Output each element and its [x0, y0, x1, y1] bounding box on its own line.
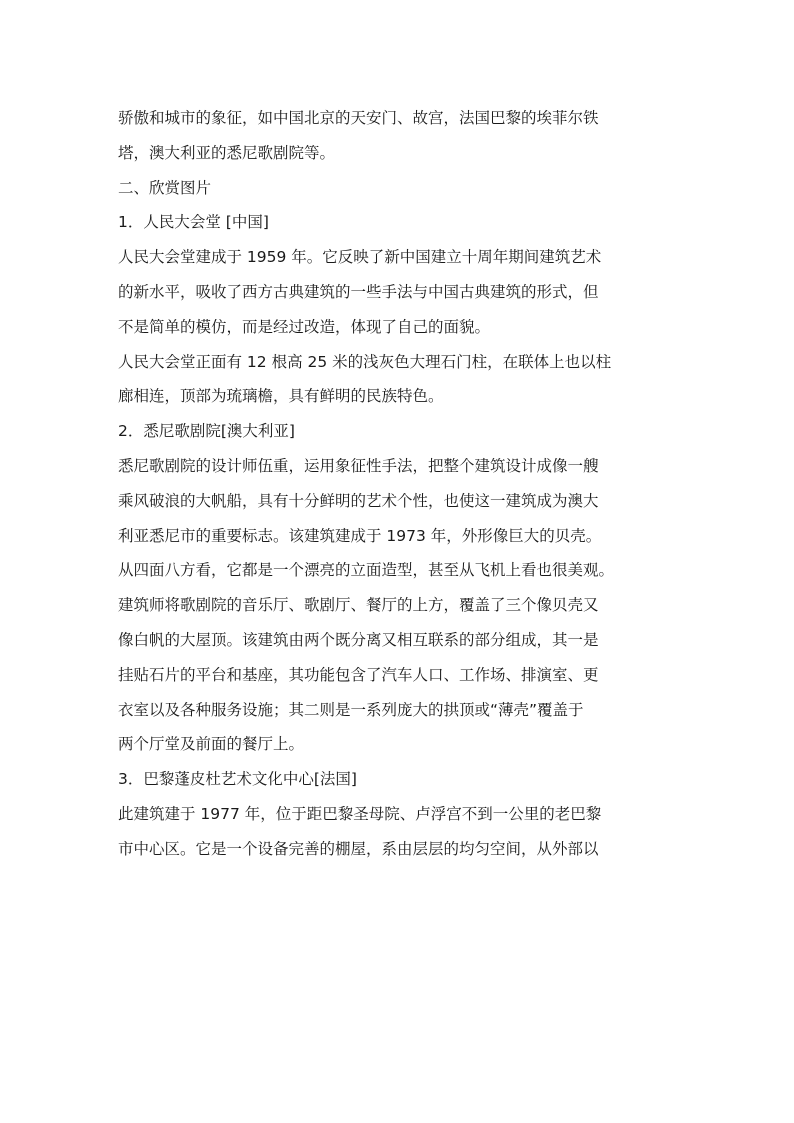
paragraph-line: 此建筑建于 1977 年，位于距巴黎圣母院、卢浮宫不到一公里的老巴黎 [118, 804, 602, 823]
paragraph-line: 骄傲和城市的象征，如中国北京的天安门、故宫，法国巴黎的埃菲尔铁 [118, 109, 599, 127]
item-heading-2: 2．悉尼歌剧院[澳大利亚] [118, 422, 295, 441]
paragraph-line: 廊相连，顶部为琉璃檐，具有鲜明的民族特色。 [118, 387, 444, 406]
paragraph-line: 的新水平，吸收了西方古典建筑的一些手法与中国古典建筑的形式，但 [118, 282, 599, 301]
paragraph-line: 乘风破浪的大帆船，具有十分鲜明的艺术个性，也使这一建筑成为澳大 [118, 491, 599, 510]
paragraph-line: 市中心区。它是一个设备完善的棚屋，系由层层的均匀空间，从外部以 [118, 839, 599, 858]
section-heading: 二、欣赏图片 [118, 178, 212, 197]
paragraph-line: 建筑师将歌剧院的音乐厅、歌剧厅、餐厅的上方，覆盖了三个像贝壳又 [118, 596, 599, 615]
paragraph-line: 像白帆的大屋顶。该建筑由两个既分离又相互联系的部分组成，其一是 [118, 630, 599, 649]
item-heading-3: 3．巴黎蓬皮杜艺术文化中心[法国] [118, 770, 357, 789]
paragraph-line: 悉尼歌剧院的设计师伍重，运用象征性手法，把整个建筑设计成像一艘 [118, 456, 599, 475]
paragraph-line: 塔，澳大利亚的悉尼歌剧院等。 [118, 143, 336, 162]
item-heading-1: 1．人民大会堂 [中国] [118, 213, 269, 232]
paragraph-line: 衣室以及各种服务设施；其二则是一系列庞大的拱顶或“薄壳”覆盖于 [118, 700, 584, 719]
paragraph-line: 人民大会堂正面有 12 根高 25 米的浅灰色大理石门柱，在联体上也以柱 [118, 352, 612, 371]
paragraph-line: 从四面八方看，它都是一个漂亮的立面造型，甚至从飞机上看也很美观。 [118, 561, 615, 580]
paragraph-line: 人民大会堂建成于 1959 年。它反映了新中国建立十周年期间建筑艺术 [118, 248, 602, 267]
paragraph-line: 挂贴石片的平台和基座，其功能包含了汽车人口、工作场、排演室、更 [118, 665, 599, 684]
paragraph-line: 利亚悉尼市的重要标志。该建筑建成于 1973 年，外形像巨大的贝壳。 [118, 526, 602, 545]
paragraph-line: 两个厅堂及前面的餐厅上。 [118, 735, 305, 754]
document-body [118, 101, 688, 867]
paragraph-line: 不是简单的模仿，而是经过改造，体现了自己的面貌。 [118, 317, 491, 336]
